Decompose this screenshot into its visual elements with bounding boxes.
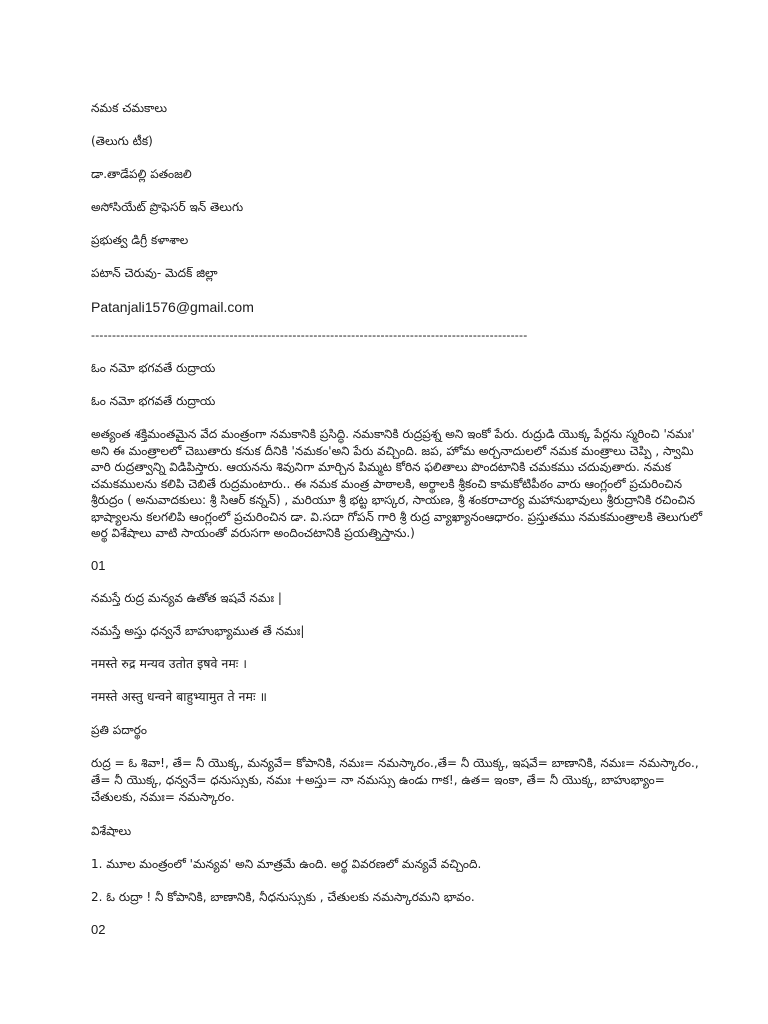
- padartha-text: రుద్ర = ఓ శివా!, తే= నీ యొక్క, మన్యవే= కోపానికి, నమః= నమస్కారం.,తే= నీ యొక్క, ఇషవే= బాణానికి, నమః= నమస్కారం., తే= నీ యొక్క, ధన్వనే= ధనుస్సుకు, నమః +అస్తు= నా నమస్సు ఉండు గాక!, ఉత= ఇంకా, తే= నీ యొక్క, బాహుభ్యాం= చేతులకు, నమః= నమస్కారం.: [91, 755, 699, 804]
- section-number: 01: [91, 557, 106, 573]
- dashed-rule: --------------------------------------------------------------------------------------------------------: [91, 328, 528, 342]
- author-name: డా.తాడేపల్లి పతంజలి: [91, 167, 192, 181]
- invocation-line: ఓం నమో భగవతే రుద్రాయ: [91, 361, 216, 375]
- college-name: ప్రభుత్వ డిగ్రీ కళాశాల: [91, 233, 189, 247]
- author-designation: అసోసియేట్ ప్రొఫెసర్ ఇన్ తెలుగు: [91, 200, 244, 214]
- vishesham-item: 1. మూల మంత్రంలో 'మన్యవ' అని మాత్రమే ఉంది. అర్థ వివరణలో మన్యవే వచ్చింది.: [91, 856, 482, 871]
- doc-title: నమక చమకాలు: [91, 101, 168, 115]
- mantra-telugu-line: నమస్తే రుద్ర మన్యవ ఉతోత ఇషవే నమః |: [91, 590, 282, 605]
- invocation-line: ఓం నమో భగవతే రుద్రాయ: [91, 394, 216, 408]
- document-page: [91, 100, 731, 954]
- padartha-heading: ప్రతి పదార్థం: [91, 722, 147, 737]
- mantra-devanagari-line: नमस्ते अस्तु धन्वने बाहुभ्यामुत ते नमः ॥: [91, 688, 267, 704]
- college-place: పటాన్ చెరువు- మెదక్ జిల్లా: [91, 266, 218, 280]
- section-number: 02: [91, 921, 106, 937]
- author-email: Patanjali1576@gmail.com: [91, 299, 254, 315]
- visheshalu-heading: విశేషాలు: [91, 823, 132, 838]
- doc-subtitle: (తెలుగు టీక): [91, 134, 153, 148]
- vishesham-item: 2. ఓ రుద్రా ! నీ కోపానికి, బాణానికి, నీధనుస్సుకు , చేతులకు నమస్కారమని భావం.: [91, 889, 475, 904]
- mantra-telugu-line: నమస్తే అస్తు ధన్వనే బాహుభ్యాముత తే నమః|: [91, 623, 305, 638]
- mantra-devanagari-line: नमस्ते रुद्र मन्यव उतोत इषवे नमः ।: [91, 655, 248, 671]
- intro-paragraph: అత్యంత శక్తిమంతమైన వేద మంత్రంగా నమకానికి ప్రసిద్ధి. నమకానికి రుద్రప్రశ్న అని ఇంకో పేరు. రుద్రుడి యొక్క పేర్లను స్మరించి 'నమః' అని ఈ మంత్రాలలో చెబుతారు కనుక దీనికి 'నమకం'అని పేరు వచ్చింది. జప, హోమ అర్చనాదులలో నమక మంత్రాలు చెప్పి , స్వామి వారి రుద్రత్వాన్ని విడిపిస్తారు. ఆయనను శివునిగా మార్చిన పిమ్మట కోరిన ఫలితాలు పొందటానికి చమకము చదువుతారు. నమక చమకములను కలిపి చెబితే రుద్రమంటారు.. ఈ నమక మంత్ర పాఠాలకి, అర్థాలకి శ్రీకంచి కామకోటిపీఠం వారు ఆంగ్లంలో ప్రచురించిన శ్రీరుద్రం ( అనువాదకులు: శ్రీ సిఆర్ కన్నన్) , మరియూ శ్రీ భట్ట భాస్కర, సాయణ, శ్రీ శంకరాచార్య మహానుభావులు శ్రీరుద్రానికి రచించిన భాష్యాలను కలగలిపి ఆంగ్లంలో ప్రచురించిన డా. వి.సదా గోపన్ గారి శ్రీ రుద్ర వ్యాఖ్యానంఆధారం. ప్రస్తుతము నమకమంత్రాలకి తెలుగులో అర్థ విశేషాలు వాటి సాయంతో వరుసగా అందించటానికి ప్రయత్నిస్తాను.): [91, 427, 703, 540]
